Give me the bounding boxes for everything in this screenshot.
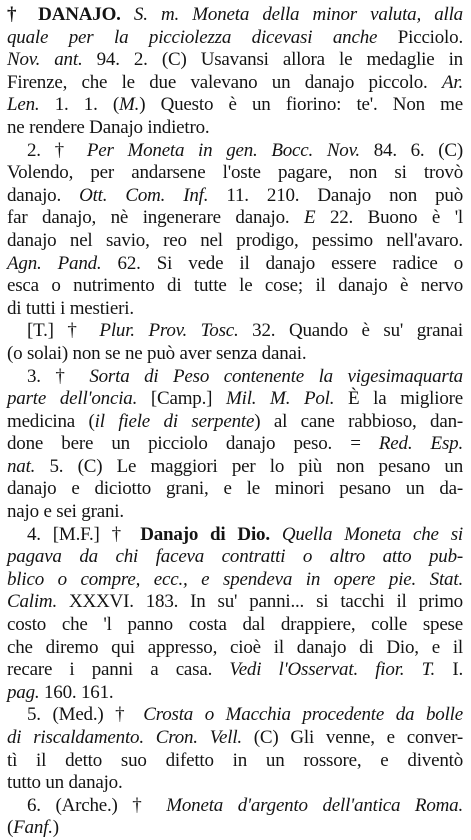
text-line [7, 591, 463, 614]
text-line [7, 637, 463, 660]
text-segment: Quella Moneta che si [281, 523, 463, 545]
text-line [7, 569, 463, 592]
text-line [7, 162, 463, 185]
text-segment: medicina ( [7, 410, 95, 432]
text-line [7, 682, 463, 705]
text-line [7, 4, 463, 27]
text-segment: Sorta di Peso contenente la vigesimaquarta [89, 365, 463, 387]
text-segment: pag. [7, 681, 40, 703]
text-segment: 4. [M.F.] † [27, 523, 141, 545]
text-segment: [Camp.] [137, 388, 226, 410]
text-line [7, 546, 463, 569]
text-segment: Calim. [7, 591, 58, 613]
text-line [7, 614, 463, 637]
text-line [7, 253, 463, 276]
text-line [7, 185, 463, 208]
text-segment: che diremo qui appresso, cioè il danajo di Dio, e il [7, 636, 463, 658]
text-segment: ne rendere Danajo indietro. [7, 116, 210, 138]
text-segment: 1. 1. ( [39, 94, 120, 116]
text-segment [270, 524, 282, 545]
text-segment: 22. Buono è 'l [315, 207, 463, 229]
headword: † DANAJO. [7, 4, 121, 25]
text-line [7, 433, 463, 456]
text-segment: pagava da chi faceva contratti o altro atto pub- [7, 546, 463, 568]
text-segment: Nov. ant. [7, 49, 83, 71]
text-segment: ) al cane rabbioso, dan- [254, 410, 464, 432]
text-segment: Fanf. [13, 817, 53, 839]
text-segment: Per Moneta in gen. Bocc. Nov. [86, 139, 360, 161]
text-segment: Agn. Pand. [7, 252, 102, 274]
text-segment: M. [119, 94, 140, 116]
text-segment: Crosta o Macchia procedente da bolle [143, 704, 463, 726]
text-line [7, 411, 463, 434]
text-segment: 3. † [27, 365, 90, 387]
text-segment: I. [435, 659, 464, 681]
text-line [7, 795, 463, 818]
text-segment: costo che 'l panno costa dal drappiere, colle spese [7, 614, 463, 636]
text-line [7, 659, 463, 682]
text-segment: XXXVI. 183. In su' panni... si tacchi il primo [57, 591, 463, 613]
text-segment: danajo. [7, 184, 80, 206]
text-segment: 2. † [27, 139, 87, 161]
text-segment: esca o nutrimento di tutte le cose; il danajo è nervo [7, 275, 463, 297]
text-line [7, 94, 463, 117]
text-segment: E [303, 207, 316, 229]
text-segment: tì il detto suo difetto in un rossore, e diventò [7, 749, 463, 771]
text-segment: di tutti i mestieri. [7, 297, 134, 319]
text-line [7, 772, 463, 795]
text-segment: 84. 6. (C) [359, 139, 463, 161]
text-line [7, 366, 463, 389]
text-segment: Picciolo. [377, 26, 463, 48]
text-segment: Vedi l'Osservat. fior. T. [229, 659, 436, 681]
text-segment: 5. (Med.) † [27, 704, 144, 726]
text-segment: È la migliore [334, 388, 463, 410]
text-segment: il fiele di serpente [94, 410, 255, 432]
text-segment: (C) Gli venne, e conver- [241, 727, 464, 748]
text-segment: parte dell'oncia. [7, 388, 138, 410]
text-segment: ( [7, 817, 14, 839]
text-segment: blico o compre, ecc., e spendeva in opere pie. Stat. [7, 568, 463, 590]
text-segment: far danajo, nè ingenerare danajo. [7, 207, 304, 229]
text-segment: Volendo, per andarsene l'oste pagare, non si trovò [7, 162, 463, 184]
text-segment: danajo e diciotto grani, e le minori pesano un da- [7, 478, 463, 500]
text-line [7, 456, 463, 479]
text-segment: quale per la picciolezza dicevasi anche [7, 26, 378, 48]
text-line [7, 478, 463, 501]
text-line [7, 817, 463, 840]
text-segment: recare i panni a casa. [7, 659, 230, 681]
text-line [7, 727, 463, 750]
text-line [7, 72, 463, 95]
text-segment: (o solai) non se ne può aver senza danai. [7, 342, 307, 364]
text-segment: 62. Si vede il danajo essere radice o [101, 252, 463, 274]
text-line [7, 117, 463, 140]
text-segment: Ott. Com. Inf. [79, 184, 209, 206]
text-line [7, 704, 463, 727]
text-line [7, 501, 463, 524]
text-segment: Mil. M. Pol. [226, 388, 335, 410]
text-segment: Firenze, che le due valevano un danajo piccolo. [7, 71, 442, 93]
text-line [7, 343, 463, 366]
text-line [7, 27, 463, 50]
text-segment: done bere un picciolo danajo peso. = [7, 433, 379, 455]
text-segment: 94. 2. (C) Usavansi allora le medaglie in [82, 49, 463, 71]
text-segment: di riscaldamento. Cron. Vell. [7, 727, 242, 748]
text-line [7, 49, 463, 72]
text-segment: [T.] † [27, 320, 100, 342]
text-line [7, 140, 463, 163]
text-segment: najo e sei grani. [7, 501, 124, 523]
text-line [7, 207, 463, 230]
text-segment: nat. [7, 455, 36, 477]
text-segment: Ar. [441, 71, 463, 93]
text-segment: S. m. Moneta della minor valuta, alla [133, 4, 463, 25]
text-line [7, 230, 463, 253]
text-segment: Moneta d'argento dell'antica Roma. [166, 794, 463, 816]
text-line [7, 275, 463, 298]
text-segment: tutto un danajo. [7, 772, 123, 794]
text-segment: Red. Esp. [378, 433, 463, 455]
text-segment: Plur. Prov. Tosc. [99, 320, 239, 342]
text-segment: ) Questo è un fiorino: te'. Non me [139, 94, 463, 116]
text-segment: 32. Quando è su' granai [238, 320, 463, 342]
text-line [7, 320, 463, 343]
text-line [7, 298, 463, 321]
text-segment: 5. (C) Le maggiori per lo più non pesano un [35, 455, 463, 477]
text-segment: 6. (Arche.) † [27, 794, 167, 816]
text-segment [121, 4, 134, 25]
text-segment: ) [52, 817, 59, 839]
headword: Danajo di Dio. [140, 523, 270, 545]
text-segment: 160. 161. [39, 681, 114, 703]
text-line [7, 750, 463, 773]
text-line [7, 524, 463, 547]
text-segment: danajo nel savio, reo nel prodigo, pessimo nell'avaro. [7, 229, 463, 251]
text-segment: 11. 210. Danajo non può [208, 184, 463, 206]
text-line [7, 388, 463, 411]
text-segment: Len. [7, 94, 40, 116]
